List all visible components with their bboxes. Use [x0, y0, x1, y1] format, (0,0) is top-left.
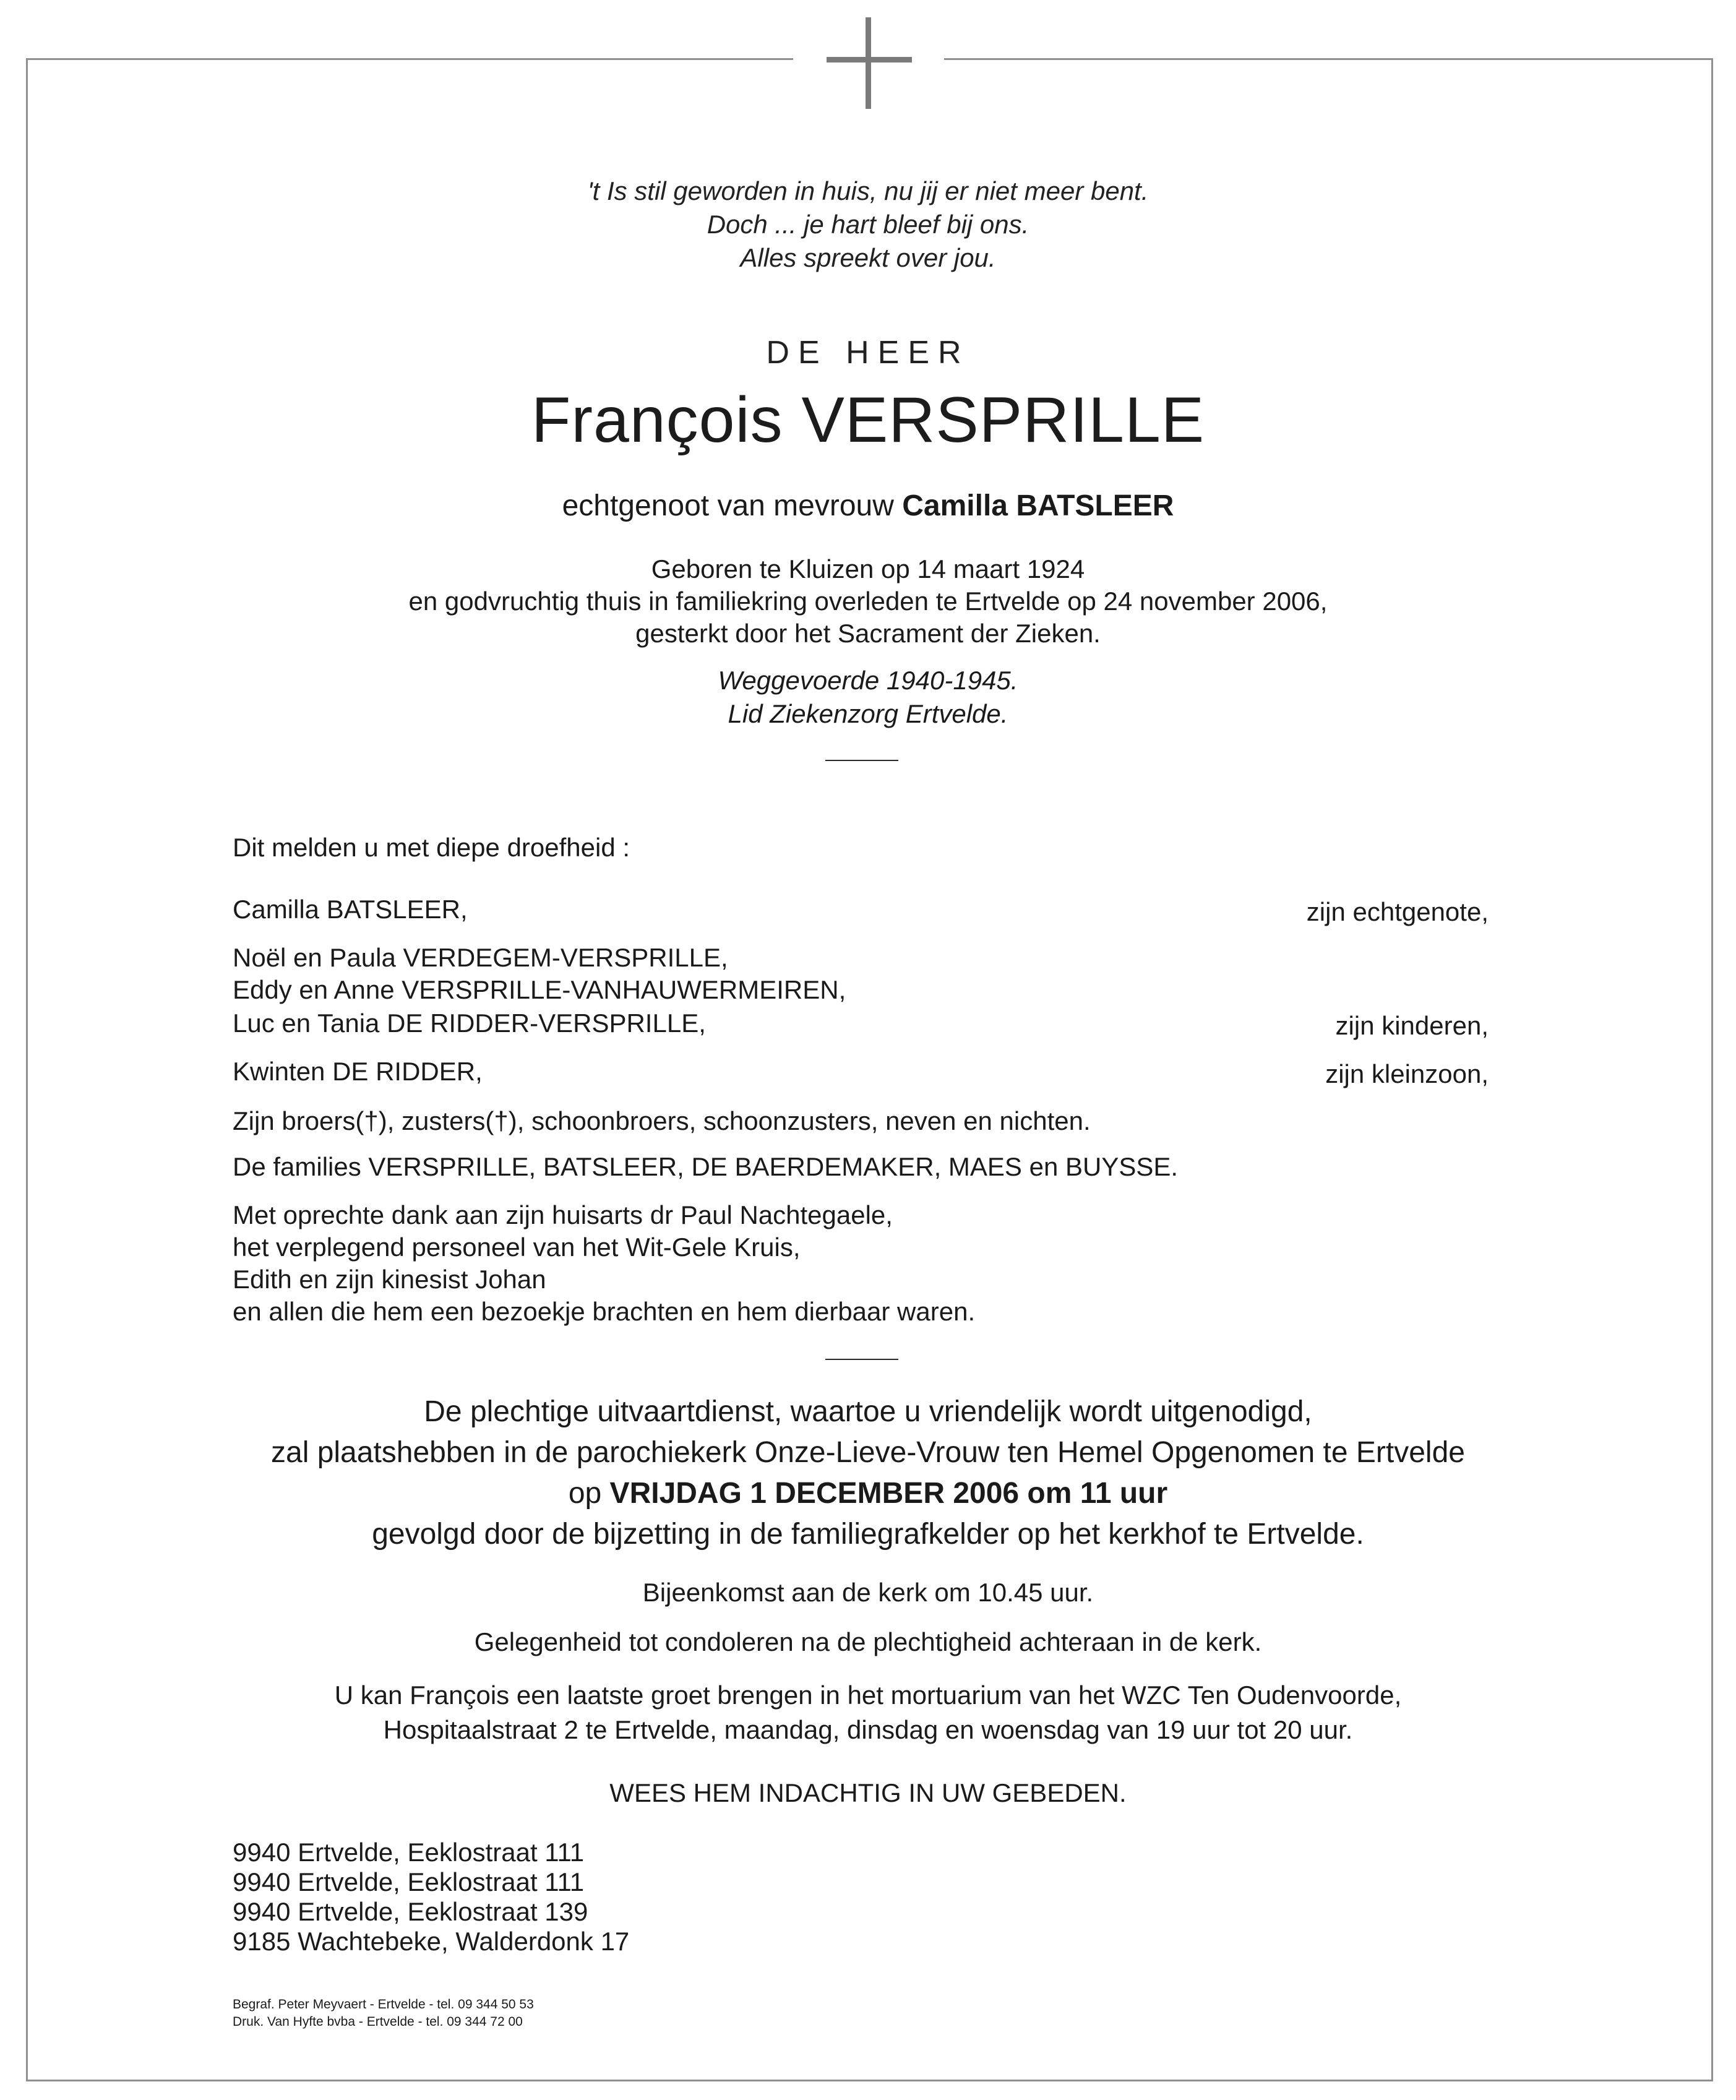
birth-line-3: gesterkt door het Sacrament der Zieken. [635, 619, 1101, 648]
quote-line-3: Alles spreekt over jou. [740, 243, 996, 272]
thanks-line-3: Edith en zijn kinesist Johan [233, 1265, 546, 1294]
quote-line-2: Doch ... je hart bleef bij ons. [707, 210, 1029, 239]
family-spouse-role: zijn echtgenote, [1306, 897, 1489, 926]
frame-top-left [26, 58, 793, 60]
address-1: 9940 Ertvelde, Eeklostraat 111 [233, 1838, 585, 1867]
spouse-prefix: echtgenoot van mevrouw [562, 489, 894, 522]
family-siblings: Zijn broers(†), zusters(†), schoonbroers, schoonzusters, neven en nichten. [233, 1106, 1091, 1135]
family-child-2: Eddy en Anne VERSPRILLE-VANHAUWERMEIREN, [233, 975, 846, 1004]
announcement: Dit melden u met diepe droefheid : [233, 833, 630, 862]
thanks-line-1: Met oprechte dank aan zijn huisarts dr Paul Nachtegaele, [233, 1200, 893, 1229]
family-spouse-name: Camilla BATSLEER, [233, 895, 468, 924]
spouse-name: Camilla BATSLEER [902, 489, 1174, 522]
family-grandchild-role: zijn kleinzoon, [1325, 1059, 1489, 1088]
funeral-line-2: zal plaatshebben in de parochiekerk Onze-Lieve-Vrouw ten Hemel Opgenomen te Ertvelde [271, 1436, 1465, 1469]
family-grandchild: Kwinten DE RIDDER, [233, 1057, 483, 1086]
family-children-role: zijn kinderen, [1335, 1011, 1489, 1040]
deceased-name: François VERSPRILLE [531, 384, 1205, 456]
frame-top-right [944, 58, 1713, 60]
funeral-date: VRIJDAG 1 DECEMBER 2006 om 11 uur [609, 1477, 1168, 1510]
family-child-3: Luc en Tania DE RIDDER-VERSPRILLE, [233, 1009, 706, 1038]
honorific-title: DE HEER [766, 335, 970, 371]
address-3: 9940 Ertvelde, Eeklostraat 139 [233, 1897, 588, 1926]
cross-icon [823, 12, 916, 111]
birth-line-2: en godvruchtig thuis in familiekring overleden te Ertvelde op 24 november 2006, [408, 587, 1328, 616]
birth-line-1: Geboren te Kluizen op 14 maart 1924 [651, 554, 1085, 583]
funeral-date-prefix: op [568, 1477, 602, 1510]
spouse-line [0, 489, 1736, 523]
footer-undertaker: Begraf. Peter Meyvaert - Ertvelde - tel. 09 344 50 53 [233, 1997, 534, 2012]
family-child-1: Noël en Paula VERDEGEM-VERSPRILLE, [233, 943, 728, 972]
mortuary-line-2: Hospitaalstraat 2 te Ertvelde, maandag, dinsdag en woensdag van 19 uur tot 20 uur. [383, 1715, 1353, 1744]
divider-1 [825, 760, 898, 761]
funeral-line-4: gevolgd door de bijzetting in de familiegrafkelder op het kerkhof te Ertvelde. [372, 1518, 1364, 1551]
footer-printer: Druk. Van Hyfte bvba - Ertvelde - tel. 09 344 72 00 [233, 2015, 523, 2029]
divider-2 [825, 1359, 898, 1360]
address-4: 9185 Wachtebeke, Walderdonk 17 [233, 1927, 630, 1956]
funeral-line-3 [0, 1474, 1736, 1513]
frame-bottom [26, 2080, 1713, 2081]
quote-line-1: 't Is stil geworden in huis, nu jij er niet meer bent. [587, 176, 1149, 205]
note-line-1: Weggevoerde 1940-1945. [718, 666, 1018, 695]
mortuary-line-1: U kan François een laatste groet brengen in het mortuarium van het WZC Ten Oudenvoorde, [334, 1680, 1402, 1710]
note-line-2: Lid Ziekenzorg Ertvelde. [728, 699, 1008, 728]
thanks-line-2: het verplegend personeel van het Wit-Gele Kruis, [233, 1233, 801, 1262]
gathering-info: Bijeenkomst aan de kerk om 10.45 uur. [642, 1578, 1094, 1607]
thanks-line-4: en allen die hem een bezoekje brachten en hem dierbaar waren. [233, 1297, 976, 1326]
family-families: De families VERSPRILLE, BATSLEER, DE BAERDEMAKER, MAES en BUYSSE. [233, 1152, 1179, 1181]
condolence-info: Gelegenheid tot condoleren na de plechtigheid achteraan in de kerk. [474, 1627, 1262, 1656]
prayer-line: WEES HEM INDACHTIG IN UW GEBEDEN. [609, 1778, 1127, 1807]
funeral-line-1: De plechtige uitvaartdienst, waartoe u vriendelijk wordt uitgenodigd, [424, 1395, 1312, 1428]
address-2: 9940 Ertvelde, Eeklostraat 111 [233, 1867, 585, 1896]
